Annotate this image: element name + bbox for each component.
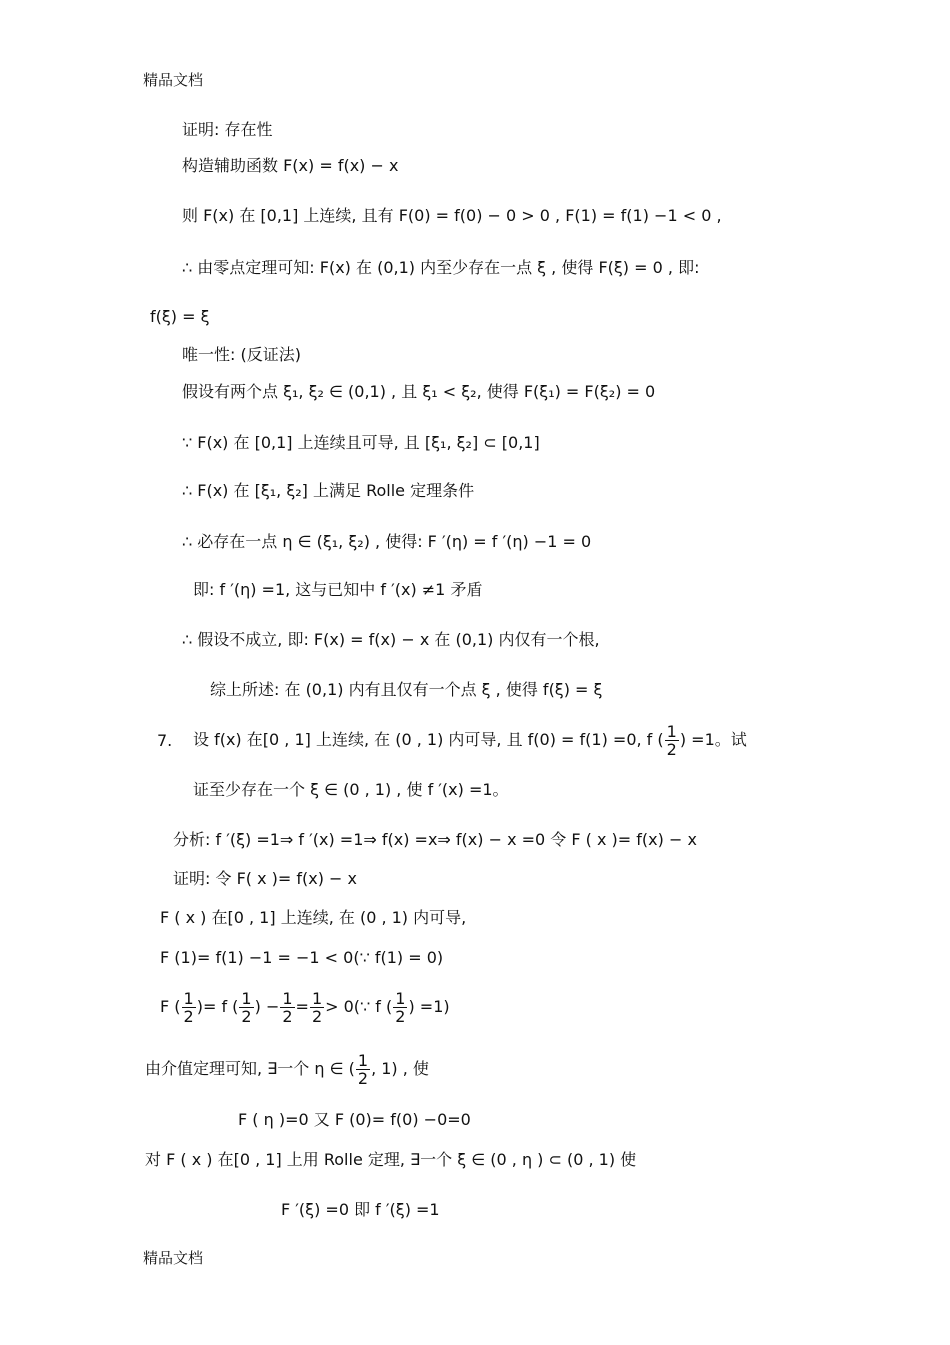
line-assume-two-points: 假设有两个点 ξ₁, ξ₂ ∈ (0,1) , 且 ξ₁ < ξ₂, 使得 F(ξ₁) = F(ξ₂) = 0 bbox=[182, 382, 656, 401]
line-exists-eta: ∴ 必存在一点 η ∈ (ξ₁, ξ₂) , 使得: F ′(η) = f ′(η) −1 = 0 bbox=[182, 532, 592, 551]
line-zero-theorem: ∴ 由零点定理可知: F(x) 在 (0,1) 内至少存在一点 ξ , 使得 F(ξ) = 0 , 即: bbox=[182, 258, 700, 277]
problem-statement-tail: ) =1。试 bbox=[679, 730, 747, 749]
line-proof-define: 证明: 令 F( x )= f(x) − x bbox=[173, 869, 358, 888]
fraction-one-half: $\frac{1}{2}$ bbox=[311, 989, 323, 1026]
line-proof-existence: 证明: 存在性 bbox=[182, 120, 273, 139]
page-header: 精品文档 bbox=[143, 71, 204, 89]
line-proof-f-half: F ( $\frac{1}{2}$ )= f ( $\frac{1}{2}$ ) − $\frac{1}{2}$ = $\frac{1}{2}$ > 0(∵ f ( $\frac{1}{2}$ ) =1) bbox=[160, 989, 450, 1026]
problem-statement-text: 设 f(x) 在[0 , 1] 上连续, 在 (0 , 1) 内可导, 且 f(0) = f(1) =0, f ( bbox=[193, 730, 664, 749]
fraction-one-half: $\frac{1}{2}$ bbox=[666, 722, 677, 759]
line-uniqueness: 唯一性: (反证法) bbox=[182, 345, 301, 364]
fraction-one-half: $\frac{1}{2}$ bbox=[241, 989, 252, 1026]
line-continuity: 则 F(x) 在 [0,1] 上连续, 且有 F(0) = f(0) − 0 > 0 , F(1) = f(1) −1 < 0 , bbox=[182, 206, 722, 225]
line-contradiction: 即: f ′(η) =1, 这与已知中 f ′(x) ≠1 矛盾 bbox=[193, 580, 483, 599]
problem-statement-line2: 证至少存在一个 ξ ∈ (0 , 1) , 使 f ′(x) =1。 bbox=[193, 780, 509, 799]
problem-number: 7. bbox=[157, 731, 173, 750]
fraction-one-half: $\frac{1}{2}$ bbox=[395, 989, 406, 1026]
line-proof-eta: F ( η )=0 又 F (0)= f(0) −0=0 bbox=[238, 1110, 471, 1129]
line-proof-rolle: 对 F ( x ) 在[0 , 1] 上用 Rolle 定理, ∃一个 ξ ∈ (0 , η ) ⊂ (0 , 1) 使 bbox=[145, 1150, 637, 1169]
page-footer: 精品文档 bbox=[143, 1249, 204, 1267]
line-intermediate-value: 由介值定理可知, ∃一个 η ∈ ( $\frac{1}{2}$ , 1) , 使 bbox=[145, 1051, 429, 1088]
line-rolle-conditions: ∴ F(x) 在 [ξ₁, ξ₂] 上满足 Rolle 定理条件 bbox=[182, 481, 475, 500]
line-proof-f1: F (1)= f(1) −1 = −1 < 0(∵ f(1) = 0) bbox=[160, 948, 444, 967]
line-proof-continuity: F ( x ) 在[0 , 1] 上连续, 在 (0 , 1) 内可导, bbox=[160, 908, 467, 927]
fraction-one-half: $\frac{1}{2}$ bbox=[183, 989, 194, 1026]
line-because-continuous: ∵ F(x) 在 [0,1] 上连续且可导, 且 [ξ₁, ξ₂] ⊂ [0,1] bbox=[182, 433, 540, 452]
problem-statement-line1 bbox=[193, 722, 747, 758]
fraction-one-half: $\frac{1}{2}$ bbox=[357, 1051, 369, 1088]
line-conclusion: 综上所述: 在 (0,1) 内有且仅有一个点 ξ , 使得 f(ξ) = ξ bbox=[210, 680, 603, 699]
line-assumption-false: ∴ 假设不成立, 即: F(x) = f(x) − x 在 (0,1) 内仅有一个根, bbox=[182, 630, 600, 649]
line-fixed-point: f(ξ) = ξ bbox=[150, 307, 210, 326]
line-proof-result: F ′(ξ) =0 即 f ′(ξ) =1 bbox=[281, 1200, 440, 1219]
line-aux-function: 构造辅助函数 F(x) = f(x) − x bbox=[182, 156, 399, 175]
fraction-one-half: $\frac{1}{2}$ bbox=[282, 989, 293, 1026]
line-analysis: 分析: f ′(ξ) =1⇒ f ′(x) =1⇒ f(x) =x⇒ f(x) − x =0 令 F ( x )= f(x) − x bbox=[173, 830, 697, 849]
